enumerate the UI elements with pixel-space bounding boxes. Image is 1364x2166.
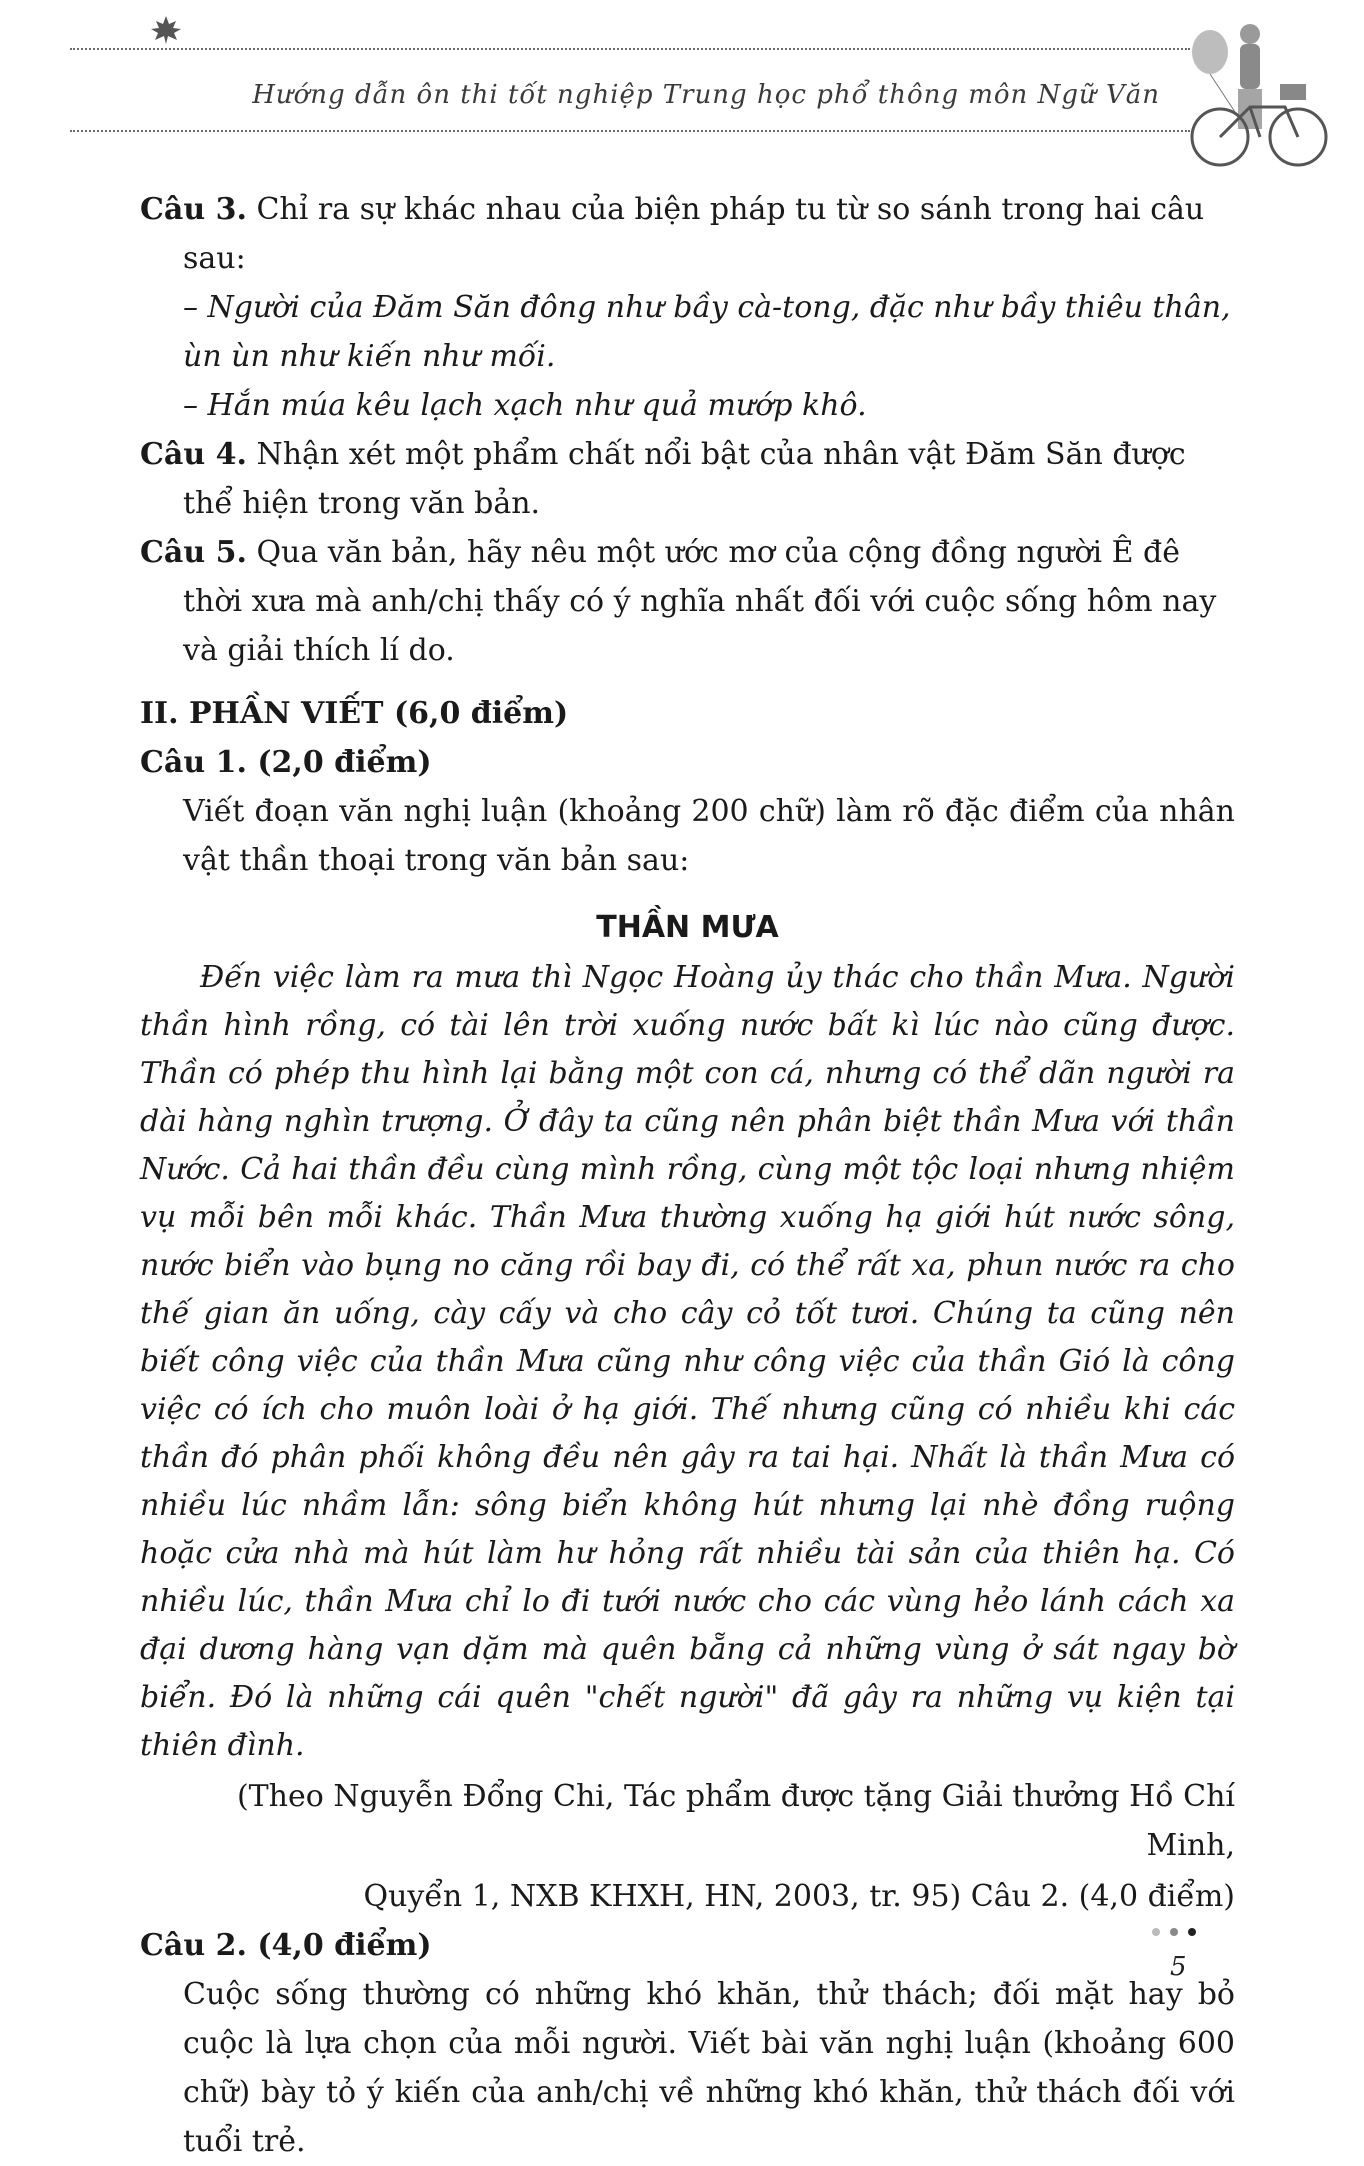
question-3-text: Chỉ ra sự khác nhau của biện pháp tu từ so sánh trong hai câu sau: bbox=[183, 192, 1205, 276]
page-header bbox=[0, 0, 1364, 175]
page-dots-ornament bbox=[1150, 1925, 1200, 1939]
question-5 bbox=[140, 528, 1235, 675]
question-5-label: Câu 5. bbox=[140, 535, 247, 570]
section-2-question-2-heading: Câu 2. (4,0 điểm) bbox=[140, 1928, 432, 1963]
header-dotted-rule-bottom bbox=[70, 130, 1190, 132]
question-4-label: Câu 4. bbox=[140, 437, 247, 472]
bicycle-girl-illustration bbox=[1180, 12, 1330, 172]
question-3-label: Câu 3. bbox=[140, 192, 247, 227]
question-4-text: Nhận xét một phẩm chất nổi bật của nhân vật Đăm Săn được thể hiện trong văn bản. bbox=[183, 437, 1186, 521]
question-3-quote-1: – Người của Đăm Săn đông như bầy cà-tong, đặc như bầy thiêu thân, ùn ùn như kiến như mối. bbox=[183, 290, 1231, 374]
story-body: Đến việc làm ra mưa thì Ngọc Hoàng ủy thác cho thần Mưa. Người thần hình rồng, có tài lên trời xuống nước bất kì lúc nào cũng được. Thần có phép thu hình lại bằng một con cá, nhưng có thể dãn người ra dài hàng nghìn trượng. Ở đây ta cũng nên phân biệt thần Mưa với thần Nước. Cả hai thần đều cùng mình rồng, cùng một tộc loại nhưng nhiệm vụ mỗi bên mỗi khác. Thần Mưa thường xuống hạ giới hút nước sông, nước biển vào bụng no căng rồi bay đi, có thể rất xa, phun nước ra cho thế gian ăn uống, cày cấy và cho cây cỏ tốt tươi. Chúng ta cũng nên biết công việc của thần Mưa cũng như công việc của thần Gió là công việc có ích cho muôn loài ở hạ giới. Thế nhưng cũng có nhiều khi các thần đó phân phối không đều nên gây ra tai hại. Nhất là thần Mưa có nhiều lúc nhầm lẫn: sông biển không hút nhưng lại nhè đồng ruộng hoặc cửa nhà mà hút làm hư hỏng rất nhiều tài sản của thiên hạ. Có nhiều lúc, thần Mưa chỉ lo đi tưới nước cho các vùng hẻo lánh cách xa đại dương hàng vạn dặm mà quên bẵng cả những vùng ở sát ngay bờ biển. Đó là những cái quên "chết người" đã gây ra những vụ kiện tại thiên đình. bbox=[140, 960, 1235, 1763]
running-title: Hướng dẫn ôn thi tốt nghiệp Trung học phổ thông môn Ngữ Văn bbox=[252, 80, 1160, 110]
question-3 bbox=[140, 185, 1235, 283]
maple-leaf-icon bbox=[148, 14, 184, 46]
question-5-text: Qua văn bản, hãy nêu một ước mơ của cộng đồng người Ê đê thời xưa mà anh/chị thấy có ý nghĩa nhất đối với cuộc sống hôm nay và giải thích lí do. bbox=[183, 535, 1217, 668]
section-2-heading: II. PHẦN VIẾT (6,0 điểm) bbox=[140, 696, 569, 731]
header-dotted-rule-top bbox=[70, 48, 1190, 50]
section-2-question-1-prompt: Viết đoạn văn nghị luận (khoảng 200 chữ) làm rõ đặc điểm của nhân vật thần thoại trong văn bản sau: bbox=[183, 794, 1235, 878]
story-citation-line-2: Quyển 1, NXB KHXH, HN, 2003, tr. 95) Câu 2. (4,0 điểm) bbox=[363, 1879, 1235, 1914]
section-2-question-2-prompt: Cuộc sống thường có những khó khăn, thử thách; đối mặt hay bỏ cuộc là lựa chọn của mỗi người. Viết bài văn nghị luận (khoảng 600 chữ) bày tỏ ý kiến của anh/chị về những khó khăn, thử thách đối với tuổi trẻ. bbox=[183, 1977, 1235, 2159]
story-citation-line-1: (Theo Nguyễn Đổng Chi, Tác phẩm được tặng Giải thưởng Hồ Chí Minh, bbox=[236, 1779, 1235, 1863]
question-3-quote-2: – Hắn múa kêu lạch xạch như quả mướp khô. bbox=[183, 388, 867, 423]
section-2-question-1-heading: Câu 1. (2,0 điểm) bbox=[140, 745, 432, 780]
page-number: 5 bbox=[1170, 1952, 1187, 1982]
page-content bbox=[140, 185, 1235, 2166]
question-4 bbox=[140, 430, 1235, 528]
story-title: THẦN MƯA bbox=[596, 910, 779, 945]
